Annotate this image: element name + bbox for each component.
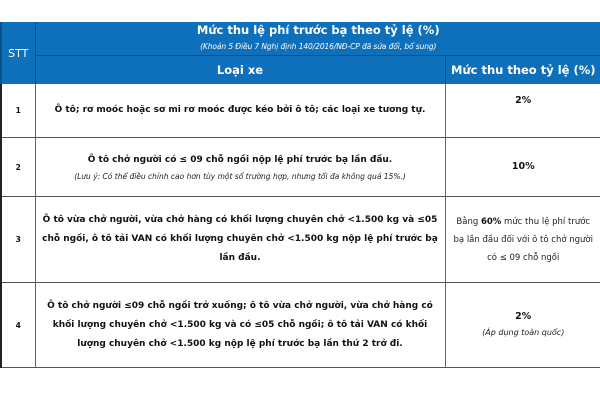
rate-value: 2% xyxy=(515,95,532,106)
rate-value: 10% xyxy=(511,161,535,172)
fee-table-container xyxy=(0,22,600,368)
vehicle-note: (Lưu ý: Có thể điều chỉnh cao hơn tùy một số trường hợp, nhưng tối đa không quá 15%.) xyxy=(74,171,406,181)
rate-note: (Áp dụng toàn quốc) xyxy=(482,328,565,337)
header-group-subtitle: (Khoản 5 Điều 7 Nghị định 140/2016/NĐ-CP đã sửa đổi, bổ sung) xyxy=(200,42,437,51)
table-row xyxy=(1,283,600,368)
row-vehicle: Ô tô chở người ≤09 chỗ ngồi trở xuống; ô tô vừa chở người, vừa chở hàng có khối lượng chuyên chở <1.500 kg và có ≤05 chỗ ngồi; ô tô tải VAN có khối lượng chuyên chở <1.500 kg nộp lệ phí trước bạ lần thứ 2 trở đi. xyxy=(35,283,445,368)
rate-prefix: Bằng xyxy=(456,216,481,227)
row-rate xyxy=(445,138,600,197)
registration-fee-table xyxy=(0,22,600,368)
row-rate xyxy=(445,283,600,368)
row-vehicle xyxy=(35,138,445,197)
table-row xyxy=(1,138,600,197)
row-stt: 3 xyxy=(1,197,35,283)
row-rate xyxy=(445,84,600,138)
rate-value: 2% xyxy=(515,311,532,322)
header-rate: Mức thu theo tỷ lệ (%) xyxy=(445,56,600,85)
row-vehicle: Ô tô; rơ moóc hoặc sơ mi rơ moóc được kéo bởi ô tô; các loại xe tương tự. xyxy=(35,84,445,138)
header-group-title: Mức thu lệ phí trước bạ theo tỷ lệ (%) xyxy=(196,23,440,37)
table-row xyxy=(1,84,600,138)
vehicle-description: Ô tô chở người có ≤ 09 chỗ ngồi nộp lệ phí trước bạ lần đầu. xyxy=(87,154,393,165)
rate-percentage: 60% xyxy=(480,216,502,227)
header-group xyxy=(35,22,600,56)
header-stt: STT xyxy=(1,22,35,84)
row-stt: 2 xyxy=(1,138,35,197)
table-row xyxy=(1,197,600,283)
rate-description xyxy=(454,217,593,263)
header-vehicle-type: Loại xe xyxy=(35,56,445,85)
row-stt: 4 xyxy=(1,283,35,368)
row-rate xyxy=(445,197,600,283)
rate-suffix: mức thu lệ phí trước bạ lần đầu đối với ô tô chở người có ≤ 09 chỗ ngồi xyxy=(453,216,593,263)
row-vehicle: Ô tô vừa chở người, vừa chở hàng có khối lượng chuyên chở <1.500 kg và ≤05 chỗ ngồi, ô tô tải VAN có khối lượng chuyên chở <1.500 kg nộp lệ phí trước bạ lần đầu. xyxy=(35,197,445,283)
row-stt: 1 xyxy=(1,84,35,138)
